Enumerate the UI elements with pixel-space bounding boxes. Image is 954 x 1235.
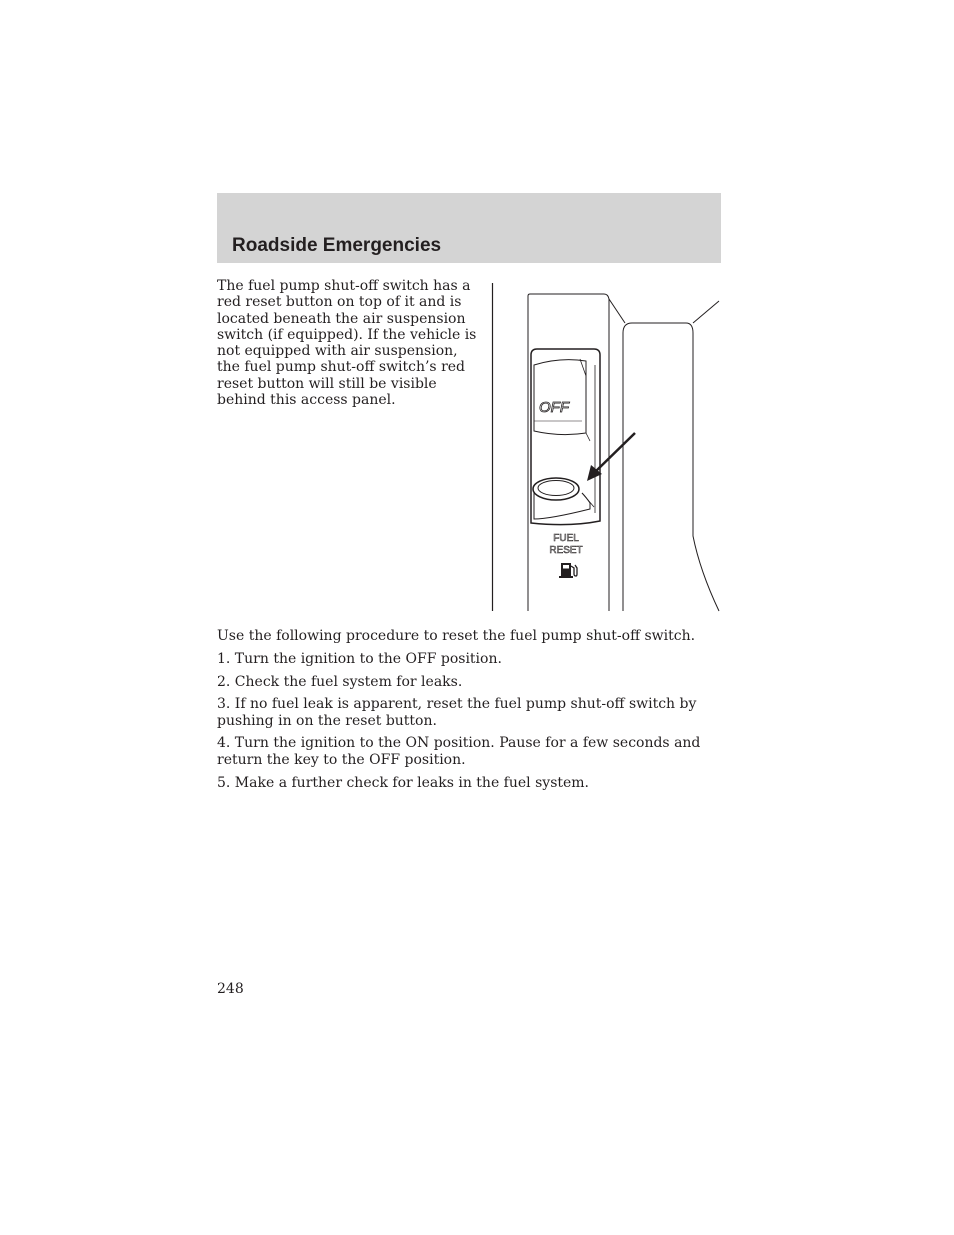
reset-label: RESET [549, 545, 583, 556]
procedure-section [217, 628, 707, 797]
page-number: 248 [217, 981, 244, 997]
procedure-step: 3. If no fuel leak is apparent, reset the fuel pump shut-off switch by pushing in on the reset button. [217, 696, 697, 729]
fuel-reset-switch-illustration [490, 281, 722, 613]
suspension-switch [534, 360, 586, 435]
section-title: Roadside Emergencies [232, 235, 442, 256]
fuel-pump-icon [559, 563, 577, 578]
procedure-intro: Use the following procedure to reset the fuel pump shut-off switch. [217, 628, 696, 644]
procedure-step: 4. Turn the ignition to the ON position. Pause for a few seconds and return the key to the OFF position. [217, 735, 701, 768]
fuel-label: FUEL [553, 533, 579, 544]
intro-paragraph: The fuel pump shut-off switch has a red reset button on top of it and is located beneath the air suspension switch (if equipped). If the vehicle is not equipped with air suspension, the fuel pump shut-off switch’s red reset button will still be visible behind this access panel. [217, 278, 477, 409]
procedure-step: 2. Check the fuel system for leaks. [217, 673, 463, 690]
procedure-step: 5. Make a further check for leaks in the fuel system. [217, 774, 590, 791]
trim-panel [623, 323, 719, 611]
procedure-step: 1. Turn the ignition to the OFF position. [217, 650, 502, 667]
switch-off-label: OFF [539, 399, 569, 416]
section-header-band [217, 193, 721, 263]
